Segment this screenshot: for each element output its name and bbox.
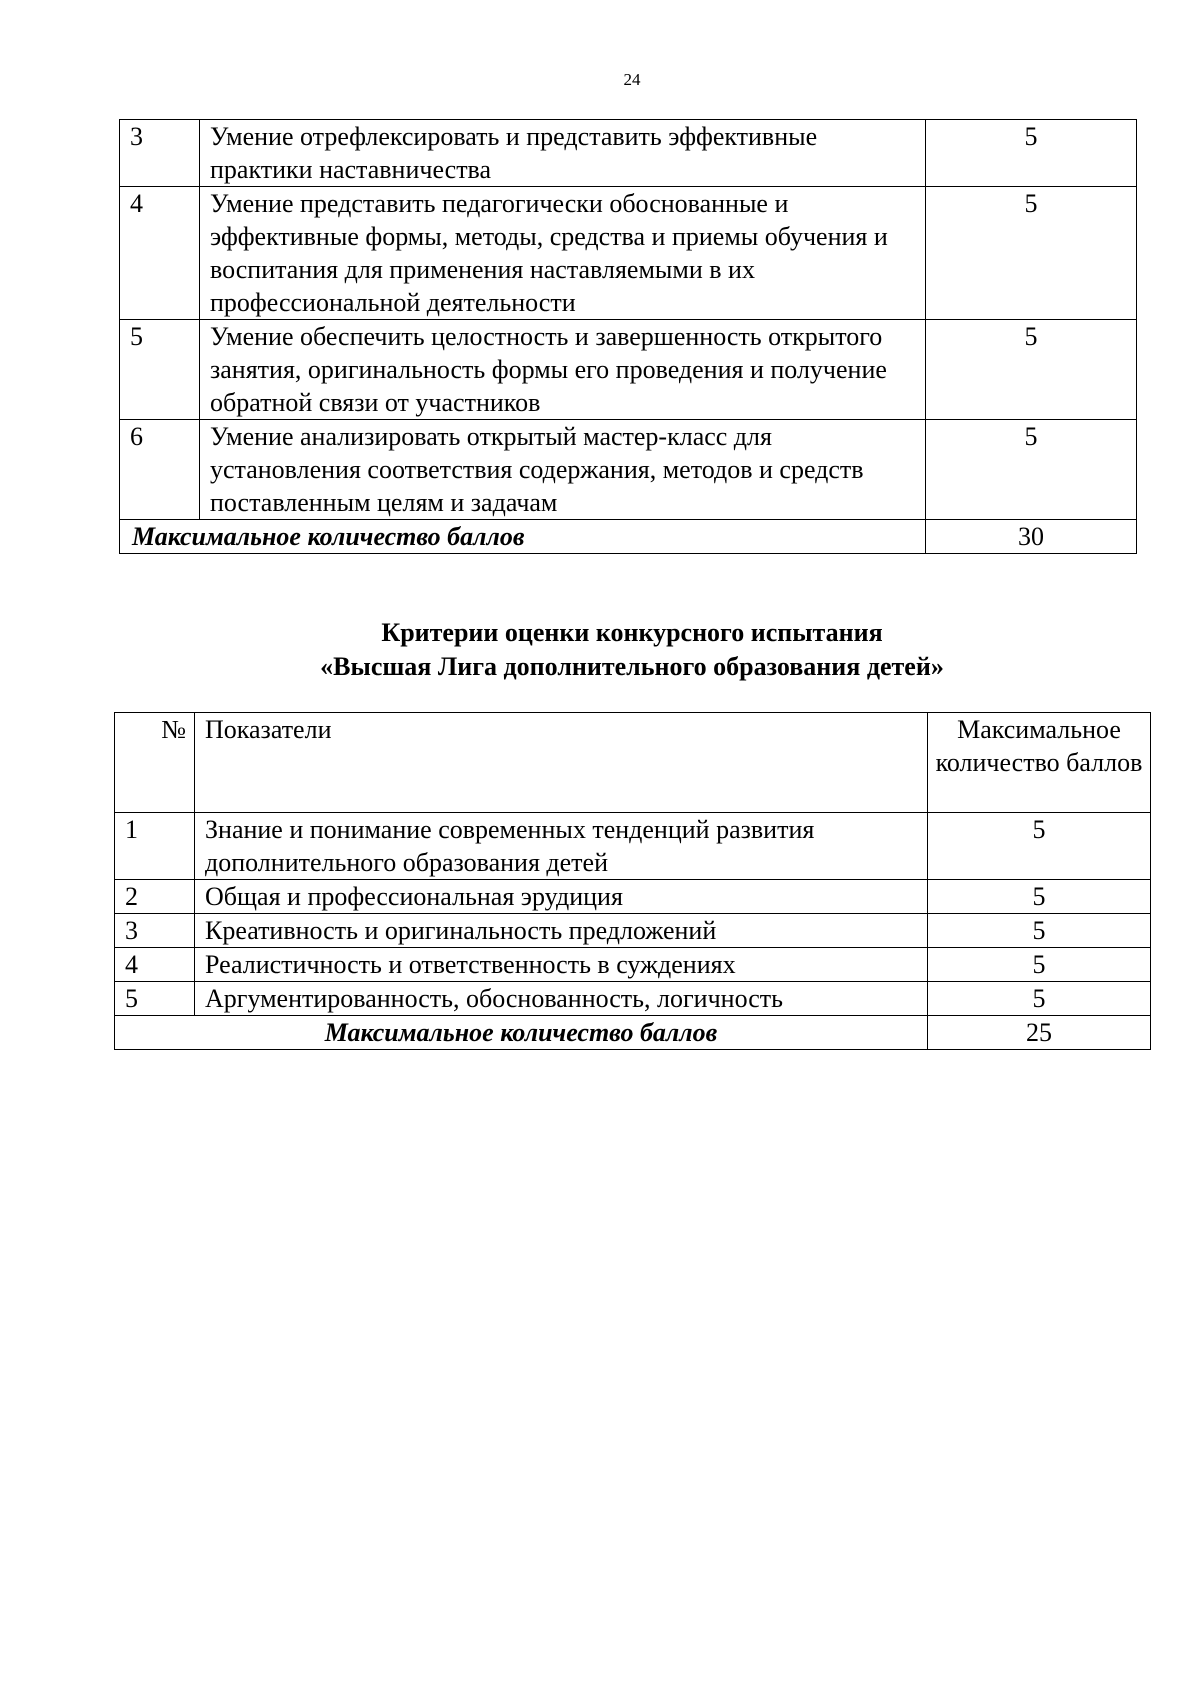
criterion-score: 5 [928,880,1151,914]
criterion-score: 5 [928,914,1151,948]
criteria-table-continued [119,119,1137,554]
page-number: 24 [623,70,641,89]
criterion-text: Знание и понимание современных тенденций развития дополнительного образования детей [195,813,928,880]
row-number: 6 [120,420,200,520]
criterion-score: 5 [928,813,1151,880]
header-max-score: Максимальное количество баллов [928,713,1151,813]
criterion-text: Реалистичность и ответственность в суждениях [195,948,928,982]
criterion-score: 5 [926,187,1137,320]
row-number: 5 [120,320,200,420]
total-label: Максимальное количество баллов [120,520,926,554]
criterion-text: Умение анализировать открытый мастер-класс для установления соответствия содержания, методов и средств поставленным целям и задачам [200,420,926,520]
criterion-score: 5 [928,948,1151,982]
row-number: 3 [120,120,200,187]
table-row [115,982,1151,1016]
criterion-text: Умение отрефлексировать и представить эффективные практики наставничества [200,120,926,187]
row-number: 5 [115,982,195,1016]
header-indicators: Показатели [195,713,928,813]
section-title [0,616,1200,684]
criteria-table-high-league [114,712,1151,1050]
table-row [115,880,1151,914]
total-score: 30 [926,520,1137,554]
row-number: 3 [115,914,195,948]
row-number: 1 [115,813,195,880]
table-row [120,320,1137,420]
criterion-score: 5 [926,320,1137,420]
criterion-text: Креативность и оригинальность предложений [195,914,928,948]
table-row [120,420,1137,520]
header-number: № [115,713,195,813]
criterion-text: Общая и профессиональная эрудиция [195,880,928,914]
criterion-text: Аргументированность, обоснованность, логичность [195,982,928,1016]
total-row [115,1016,1151,1050]
table-header-row [115,713,1151,813]
table-row [120,187,1137,320]
total-row [120,520,1137,554]
row-number: 4 [120,187,200,320]
criterion-text: Умение обеспечить целостность и завершенность открытого занятия, оригинальность формы его проведения и получение обратной связи от участников [200,320,926,420]
criterion-score: 5 [926,120,1137,187]
criterion-score: 5 [926,420,1137,520]
row-number: 4 [115,948,195,982]
section-title-line-2: «Высшая Лига дополнительного образования детей» [320,652,944,681]
table-row [115,813,1151,880]
total-score: 25 [928,1016,1151,1050]
table-row [115,914,1151,948]
section-title-line-1: Критерии оценки конкурсного испытания [381,618,883,647]
criterion-score: 5 [928,982,1151,1016]
row-number: 2 [115,880,195,914]
total-label: Максимальное количество баллов [115,1016,928,1050]
table-row [115,948,1151,982]
criterion-text: Умение представить педагогически обоснованные и эффективные формы, методы, средства и приемы обучения и воспитания для применения наставляемыми в их профессиональной деятельности [200,187,926,320]
table-row [120,120,1137,187]
